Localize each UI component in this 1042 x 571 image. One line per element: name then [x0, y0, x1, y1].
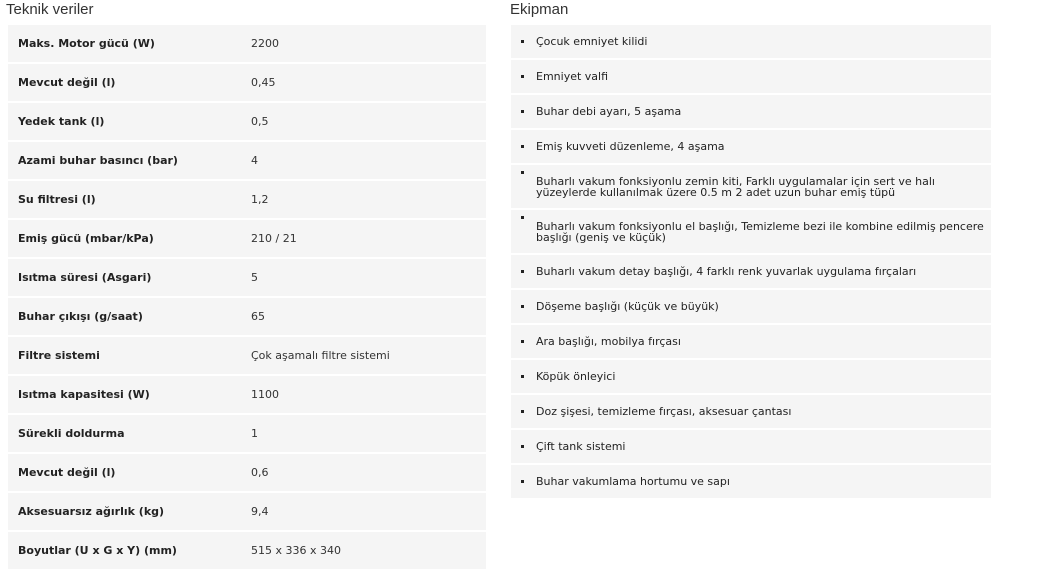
list-item-text: Buhar vakumlama hortumu ve sapı: [536, 475, 730, 488]
bullet-icon: [521, 445, 524, 448]
bullet-icon: [521, 340, 524, 343]
list-item: [511, 60, 991, 93]
bullet-icon: [521, 171, 524, 174]
row-value: 0,6: [251, 466, 269, 479]
list-item: [511, 210, 991, 253]
equipment-title: Ekipman: [510, 1, 569, 18]
bullet-icon: [521, 375, 524, 378]
table-row: [8, 532, 486, 569]
list-item-text: Çocuk emniyet kilidi: [536, 35, 648, 48]
bullet-icon: [521, 410, 524, 413]
list-item-text: Buhar debi ayarı, 5 aşama: [536, 105, 682, 118]
technical-data-title: Teknik veriler: [6, 1, 94, 18]
list-item: [511, 360, 991, 393]
list-item: [511, 255, 991, 288]
row-value: 515 x 336 x 340: [251, 544, 341, 557]
list-item-text: Buharlı vakum detay başlığı, 4 farklı renk yuvarlak uygulama fırçaları: [536, 265, 917, 278]
table-row: [8, 220, 486, 257]
row-value: 0,5: [251, 115, 269, 128]
bullet-icon: [521, 270, 524, 273]
table-row: [8, 337, 486, 374]
list-item: [511, 465, 991, 498]
row-value: 9,4: [251, 505, 269, 518]
row-label: Mevcut değil (l): [18, 76, 116, 89]
row-value: 65: [251, 310, 265, 323]
technical-data-table: [8, 25, 486, 571]
table-row: [8, 454, 486, 491]
row-label: Buhar çıkışı (g/saat): [18, 310, 143, 323]
list-item: [511, 25, 991, 58]
row-label: Filtre sistemi: [18, 349, 100, 362]
list-item-text: Döşeme başlığı (küçük ve büyük): [536, 300, 719, 313]
row-value: 4: [251, 154, 258, 167]
bullet-icon: [521, 305, 524, 308]
list-item-text: Buharlı vakum fonksiyonlu el başlığı, Temizleme bezi ile kombine edilmiş pencere başlığı (geniş ve küçük): [536, 219, 984, 244]
row-value: 1: [251, 427, 258, 440]
list-item: [511, 165, 991, 208]
row-value: 1100: [251, 388, 279, 401]
row-label: Yedek tank (l): [18, 115, 105, 128]
row-value: 5: [251, 271, 258, 284]
bullet-icon: [521, 145, 524, 148]
list-item: [511, 430, 991, 463]
row-label: Emiş gücü (mbar/kPa): [18, 232, 154, 245]
list-item-text: Ara başlığı, mobilya fırçası: [536, 335, 681, 348]
table-row: [8, 142, 486, 179]
row-label: Isıtma kapasitesi (W): [18, 388, 150, 401]
row-value: 1,2: [251, 193, 269, 206]
row-label: Isıtma süresi (Asgari): [18, 271, 152, 284]
bullet-icon: [521, 40, 524, 43]
row-label: Boyutlar (U x G x Y) (mm): [18, 544, 177, 557]
table-row: [8, 25, 486, 62]
list-item: [511, 130, 991, 163]
list-item-text: Buharlı vakum fonksiyonlu zemin kiti, Farklı uygulamalar için sert ve halı yüzeylerde kullanılmak üzere 0.5 m 2 adet uzun buhar emiş tüpü: [536, 174, 935, 199]
bullet-icon: [521, 110, 524, 113]
row-value: 0,45: [251, 76, 276, 89]
list-item: [511, 325, 991, 358]
row-label: Maks. Motor gücü (W): [18, 37, 155, 50]
list-item: [511, 395, 991, 428]
table-row: [8, 181, 486, 218]
bullet-icon: [521, 216, 524, 219]
table-row: [8, 298, 486, 335]
row-value: Çok aşamalı filtre sistemi: [251, 349, 390, 362]
table-row: [8, 376, 486, 413]
row-label: Mevcut değil (l): [18, 466, 116, 479]
equipment-list: [511, 25, 991, 500]
table-row: [8, 64, 486, 101]
list-item: [511, 290, 991, 323]
row-label: Aksesuarsız ağırlık (kg): [18, 505, 165, 518]
bullet-icon: [521, 75, 524, 78]
row-label: Su filtresi (l): [18, 193, 96, 206]
row-label: Azami buhar basıncı (bar): [18, 154, 178, 167]
row-label: Sürekli doldurma: [18, 427, 125, 440]
row-value: 210 / 21: [251, 232, 297, 245]
list-item-text: Emiş kuvveti düzenleme, 4 aşama: [536, 140, 725, 153]
list-item-text: Emniyet valfi: [536, 70, 609, 83]
row-value: 2200: [251, 37, 279, 50]
table-row: [8, 259, 486, 296]
table-row: [8, 415, 486, 452]
list-item-text: Doz şişesi, temizleme fırçası, aksesuar çantası: [536, 405, 792, 418]
list-item: [511, 95, 991, 128]
table-row: [8, 103, 486, 140]
bullet-icon: [521, 480, 524, 483]
list-item-text: Çift tank sistemi: [536, 440, 626, 453]
table-row: [8, 493, 486, 530]
list-item-text: Köpük önleyici: [536, 370, 616, 383]
